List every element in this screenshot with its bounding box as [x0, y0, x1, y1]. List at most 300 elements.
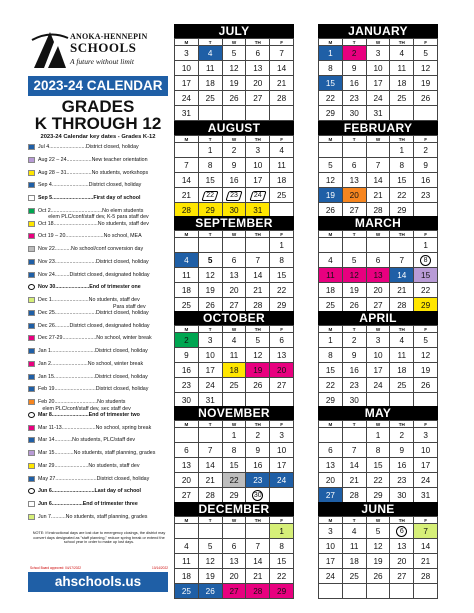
weekday-label: F: [414, 326, 438, 333]
day-cell: 9: [342, 348, 366, 363]
day-cell: 16: [414, 173, 438, 188]
calendar-banner: 2023-24 CALENDAR: [28, 76, 168, 96]
day-cell: 7: [366, 158, 390, 173]
key-date-item: [28, 386, 168, 399]
key-date-text: Jan 1..............................District closed, holiday: [38, 348, 148, 354]
weekday-label: M: [319, 326, 343, 333]
day-cell: 13: [342, 173, 366, 188]
day-cell: 5: [246, 333, 270, 348]
day-cell: 25: [222, 378, 246, 393]
day-cell: [414, 106, 438, 121]
day-cell: 5: [198, 539, 222, 554]
key-date-text: Nov 30.......................End of trimester one: [38, 284, 141, 291]
day-cell: 22: [366, 473, 390, 488]
org-name: SCHOOLS: [70, 40, 137, 55]
day-cell: 26: [246, 378, 270, 393]
day-cell: 21: [175, 188, 199, 203]
day-cell: 5: [414, 333, 438, 348]
key-date-item: [28, 425, 168, 438]
day-cell: 26: [366, 569, 390, 584]
day-cell: 8: [319, 348, 343, 363]
day-cell: 18: [222, 363, 246, 378]
day-cell: 28: [175, 203, 199, 218]
day-cell: 7: [414, 524, 438, 539]
weekday-label: W: [366, 136, 390, 143]
key-date-text: Sep 4.........................District closed, holiday: [38, 182, 142, 189]
day-cell: 12: [222, 61, 246, 76]
day-cell: 1: [414, 238, 438, 253]
day-cell: [414, 584, 438, 599]
key-date-text: Aug 28 – 31.................No students, workshops: [38, 169, 149, 176]
key-date-swatch: [28, 272, 35, 278]
key-date-item: [28, 233, 168, 246]
day-cell: 7: [246, 253, 270, 268]
day-cell: 22: [270, 569, 294, 584]
day-cell: [198, 524, 222, 539]
key-date-swatch: [28, 476, 35, 482]
day-cell: [319, 584, 343, 599]
key-date-text: Oct 19 – 20..........................No school, MEA: [38, 233, 142, 240]
day-cell: [175, 143, 199, 158]
day-cell: 23: [175, 378, 199, 393]
key-date-item: [28, 463, 168, 476]
day-cell: 5: [222, 46, 246, 61]
day-cell: 19: [198, 569, 222, 584]
day-cell: 3: [366, 46, 390, 61]
key-date-text: Sep 5............................First day of school: [38, 195, 141, 201]
key-date-text: Oct 18..............................No students, staff dev: [38, 220, 149, 227]
day-cell: 12: [246, 348, 270, 363]
org-tagline: A future without limit: [70, 57, 134, 66]
day-cell: 12: [414, 348, 438, 363]
month-title: JANUARY: [318, 24, 438, 38]
day-cell: 5: [198, 253, 222, 268]
day-cell: 18: [175, 283, 199, 298]
day-cell: 1: [366, 428, 390, 443]
key-date-swatch: [28, 335, 35, 341]
day-cell: 11: [390, 61, 414, 76]
day-cell: 8: [390, 158, 414, 173]
weekday-label: T: [342, 326, 366, 333]
key-date-item: [28, 361, 168, 374]
day-cell: 20: [222, 283, 246, 298]
day-cell: 30: [175, 393, 199, 408]
day-cell: 29: [319, 106, 343, 121]
key-date-item: [28, 182, 168, 195]
day-cell: 4: [270, 143, 294, 158]
day-cell: 12: [366, 539, 390, 554]
day-cell: 17: [414, 458, 438, 473]
day-cell: 25: [342, 569, 366, 584]
day-cell: 7: [342, 443, 366, 458]
day-cell: 2: [390, 428, 414, 443]
day-cell: 23: [342, 378, 366, 393]
left-panel: [0, 0, 172, 613]
month-title: MAY: [318, 406, 438, 420]
day-cell: [366, 238, 390, 253]
day-cell: 3: [246, 143, 270, 158]
day-cell: 2: [175, 333, 199, 348]
key-date-text: Aug 22 – 24.................New teacher orientation: [38, 156, 148, 163]
day-cell: 1: [198, 143, 222, 158]
day-cell: 20: [366, 283, 390, 298]
weekday-label: M: [319, 421, 343, 428]
day-cell: 24: [366, 378, 390, 393]
day-cell: 9: [390, 443, 414, 458]
key-date-text: Nov 24..........District closed, designated holiday: [38, 271, 150, 278]
day-cell: 19: [342, 283, 366, 298]
day-cell: 8: [319, 61, 343, 76]
day-cell: 23: [414, 188, 438, 203]
day-cell: 27: [222, 298, 246, 313]
day-cell: 25: [390, 91, 414, 106]
weekday-label: TH: [390, 326, 414, 333]
day-cell: 9: [222, 158, 246, 173]
weekday-label: T: [198, 421, 222, 428]
key-date-swatch: [28, 144, 35, 150]
key-date-swatch: [28, 514, 35, 520]
key-date-text: Dec 1.........................No students, staff dev Para staff dev: [38, 297, 146, 310]
month-title: APRIL: [318, 311, 438, 325]
day-cell: 15: [319, 363, 343, 378]
key-date-text: Dec 26..........District closed, designated holiday: [38, 322, 150, 329]
day-cell: 4: [222, 333, 246, 348]
website-link[interactable]: ahschools.us: [28, 572, 168, 592]
weekday-label: W: [366, 231, 390, 238]
day-cell: 6: [390, 524, 414, 539]
day-cell: 13: [175, 458, 199, 473]
day-cell: 22: [319, 91, 343, 106]
day-cell: 1: [390, 143, 414, 158]
key-date-text: Nov 22...........No school/conf conversion day: [38, 246, 144, 252]
key-date-swatch: [28, 208, 35, 214]
month-title: JULY: [174, 24, 294, 38]
day-cell: 27: [390, 569, 414, 584]
key-date-swatch: [28, 348, 35, 354]
day-cell: 4: [390, 333, 414, 348]
approval-line: [30, 566, 168, 570]
day-cell: 22: [390, 188, 414, 203]
day-cell: 21: [246, 283, 270, 298]
day-cell: 22: [198, 188, 222, 203]
key-date-text: Mar 11-13.......................No school, spring break: [38, 424, 152, 431]
day-cell: 14: [246, 268, 270, 283]
day-cell: 20: [342, 188, 366, 203]
day-cell: 14: [246, 554, 270, 569]
key-date-item: [28, 259, 168, 272]
day-cell: 31: [198, 393, 222, 408]
key-date-swatch: [28, 399, 35, 405]
weekday-label: T: [198, 326, 222, 333]
weekday-label: TH: [246, 421, 270, 428]
key-date-text: Dec 25............................District closed, holiday: [38, 309, 149, 316]
weekday-label: M: [319, 136, 343, 143]
key-date-swatch: [28, 386, 35, 392]
day-cell: 10: [198, 348, 222, 363]
weekday-label: F: [270, 421, 294, 428]
weekday-label: TH: [390, 421, 414, 428]
day-cell: 23: [246, 473, 270, 488]
day-cell: 13: [270, 348, 294, 363]
day-cell: 7: [270, 46, 294, 61]
key-date-text: Jul 4.........................District closed, holiday: [38, 144, 139, 150]
day-cell: 11: [198, 61, 222, 76]
weekday-label: T: [342, 231, 366, 238]
day-cell: 22: [414, 283, 438, 298]
weekday-label: F: [414, 39, 438, 46]
day-cell: 13: [319, 458, 343, 473]
day-cell: [246, 524, 270, 539]
day-cell: 15: [222, 458, 246, 473]
day-cell: 26: [414, 378, 438, 393]
grades-subheading: K THROUGH 12: [34, 114, 162, 133]
day-cell: 2: [222, 143, 246, 158]
weekday-label: TH: [246, 517, 270, 524]
day-cell: 24: [366, 91, 390, 106]
day-cell: 13: [390, 539, 414, 554]
key-date-swatch: [28, 425, 35, 431]
weekday-label: F: [414, 421, 438, 428]
day-cell: 14: [175, 173, 199, 188]
day-cell: 16: [342, 363, 366, 378]
key-date-item: [28, 221, 168, 234]
day-cell: 11: [175, 268, 199, 283]
day-cell: 31: [246, 203, 270, 218]
month-march: [318, 216, 438, 313]
weekday-label: TH: [246, 231, 270, 238]
day-cell: 4: [175, 539, 199, 554]
key-date-swatch: [28, 246, 35, 252]
day-cell: 24: [198, 378, 222, 393]
day-cell: 21: [270, 76, 294, 91]
weekday-label: TH: [246, 39, 270, 46]
day-cell: 15: [270, 554, 294, 569]
day-cell: [390, 238, 414, 253]
closing-note: NOTE: If instructional days are lost due to emergency closings, the district may convert days designated as "staff planning," reduce spring break or extend the school year in order to make up lost days.: [32, 531, 166, 545]
day-cell: 14: [366, 173, 390, 188]
day-cell: 21: [414, 554, 438, 569]
org-name-top: ANOKA-HENNEPIN: [70, 32, 148, 41]
day-cell: 12: [342, 268, 366, 283]
weekday-label: W: [366, 421, 390, 428]
day-cell: 28: [390, 298, 414, 313]
day-cell: 22: [222, 473, 246, 488]
day-cell: 21: [246, 569, 270, 584]
key-date-item: [28, 144, 168, 157]
day-cell: [175, 238, 199, 253]
day-cell: 27: [222, 584, 246, 599]
day-cell: [342, 428, 366, 443]
day-cell: [222, 524, 246, 539]
day-cell: 27: [319, 488, 343, 503]
grades-heading: GRADES: [61, 97, 135, 116]
weekday-label: W: [366, 39, 390, 46]
day-cell: 9: [246, 443, 270, 458]
day-cell: 6: [222, 253, 246, 268]
day-cell: 5: [366, 524, 390, 539]
weekday-label: TH: [246, 136, 270, 143]
day-cell: 21: [366, 188, 390, 203]
key-date-swatch: [28, 221, 35, 227]
day-cell: 26: [414, 91, 438, 106]
weekday-label: W: [222, 326, 246, 333]
day-cell: 24: [270, 473, 294, 488]
day-cell: [198, 238, 222, 253]
day-cell: 19: [222, 76, 246, 91]
key-date-text: Oct 2...................................No elem students elem PLC/conf/staff dev, K-5 para staff dev: [38, 207, 149, 221]
month-april: [318, 311, 438, 408]
weekday-label: M: [175, 326, 199, 333]
day-cell: 20: [222, 569, 246, 584]
month-october: [174, 311, 294, 408]
day-cell: 12: [198, 554, 222, 569]
day-cell: 6: [175, 443, 199, 458]
month-august: [174, 121, 294, 218]
weekday-label: M: [319, 517, 343, 524]
district-logo: [30, 28, 164, 72]
day-cell: 25: [270, 188, 294, 203]
day-cell: 20: [390, 554, 414, 569]
day-cell: [222, 238, 246, 253]
day-cell: 8: [222, 443, 246, 458]
day-cell: [246, 106, 270, 121]
day-cell: 16: [175, 363, 199, 378]
key-date-text: Jun 6.....................End of trimester three: [38, 501, 138, 507]
day-cell: 9: [414, 158, 438, 173]
day-cell: 17: [366, 363, 390, 378]
day-cell: 14: [390, 268, 414, 283]
day-cell: 28: [342, 488, 366, 503]
key-date-text: May 27............................District closed, holiday: [38, 475, 150, 482]
day-cell: 20: [270, 363, 294, 378]
day-cell: 15: [198, 173, 222, 188]
day-cell: 20: [246, 76, 270, 91]
key-date-swatch: [28, 297, 35, 303]
day-cell: 24: [414, 473, 438, 488]
day-cell: 19: [366, 554, 390, 569]
day-cell: 3: [366, 333, 390, 348]
day-cell: 16: [246, 458, 270, 473]
day-cell: [342, 584, 366, 599]
day-cell: 24: [175, 91, 199, 106]
day-cell: 18: [342, 554, 366, 569]
weekday-label: F: [414, 136, 438, 143]
day-cell: 11: [270, 158, 294, 173]
logo-mark-icon: [30, 28, 70, 72]
day-cell: 26: [342, 298, 366, 313]
key-date-swatch: [28, 361, 35, 367]
day-cell: 10: [414, 443, 438, 458]
weekday-label: W: [366, 517, 390, 524]
day-cell: 10: [175, 61, 199, 76]
day-cell: [319, 428, 343, 443]
day-cell: 29: [366, 488, 390, 503]
month-title: JUNE: [318, 502, 438, 516]
day-cell: 6: [222, 539, 246, 554]
month-july: [174, 24, 294, 121]
day-cell: 16: [222, 173, 246, 188]
key-date-item: [28, 297, 168, 310]
day-cell: [342, 238, 366, 253]
key-date-item: [28, 437, 168, 450]
day-cell: 14: [198, 458, 222, 473]
day-cell: [319, 143, 343, 158]
day-cell: 19: [414, 76, 438, 91]
key-date-swatch: [28, 501, 35, 507]
weekday-label: T: [342, 421, 366, 428]
weekday-label: F: [270, 326, 294, 333]
month-title: FEBRUARY: [318, 121, 438, 135]
month-november: [174, 406, 294, 503]
day-cell: 17: [246, 173, 270, 188]
day-cell: 2: [342, 333, 366, 348]
day-cell: 15: [366, 458, 390, 473]
key-date-text: Mar 14............No students, PLC/staff dev: [38, 437, 136, 444]
weekday-label: F: [414, 517, 438, 524]
day-cell: 12: [319, 173, 343, 188]
day-cell: 27: [175, 488, 199, 503]
day-cell: 2: [342, 46, 366, 61]
day-cell: [175, 524, 199, 539]
day-cell: 26: [319, 203, 343, 218]
day-cell: 29: [270, 298, 294, 313]
day-cell: 11: [342, 539, 366, 554]
day-cell: 20: [319, 473, 343, 488]
weekday-label: W: [222, 517, 246, 524]
day-cell: 30: [342, 106, 366, 121]
day-cell: 12: [198, 268, 222, 283]
weekday-label: T: [342, 136, 366, 143]
day-cell: 27: [366, 298, 390, 313]
weekday-label: M: [319, 231, 343, 238]
day-cell: 19: [414, 363, 438, 378]
weekday-label: T: [198, 517, 222, 524]
month-title: AUGUST: [174, 121, 294, 135]
day-cell: 17: [175, 76, 199, 91]
month-title: OCTOBER: [174, 311, 294, 325]
day-cell: 6: [270, 333, 294, 348]
day-cell: 10: [319, 539, 343, 554]
weekday-label: M: [175, 421, 199, 428]
day-cell: 11: [175, 554, 199, 569]
day-cell: 20: [175, 473, 199, 488]
weekday-label: F: [414, 231, 438, 238]
day-cell: 5: [342, 253, 366, 268]
day-cell: 18: [390, 76, 414, 91]
month-title: DECEMBER: [174, 502, 294, 516]
day-cell: 23: [342, 91, 366, 106]
day-cell: 1: [270, 238, 294, 253]
key-date-text: Feb 19............................District closed, holiday: [38, 386, 149, 393]
day-cell: 6: [246, 46, 270, 61]
day-cell: 26: [222, 91, 246, 106]
month-february: [318, 121, 438, 218]
day-cell: [198, 428, 222, 443]
day-cell: 24: [319, 569, 343, 584]
weekday-label: M: [319, 39, 343, 46]
day-cell: 11: [319, 268, 343, 283]
key-date-item: [28, 323, 168, 336]
key-date-item: [28, 310, 168, 323]
day-cell: 11: [222, 348, 246, 363]
day-cell: 17: [366, 76, 390, 91]
day-cell: [342, 143, 366, 158]
day-cell: 26: [198, 298, 222, 313]
key-date-swatch: [28, 488, 35, 494]
weekday-label: M: [175, 517, 199, 524]
day-cell: 25: [319, 298, 343, 313]
key-date-item: [28, 348, 168, 361]
